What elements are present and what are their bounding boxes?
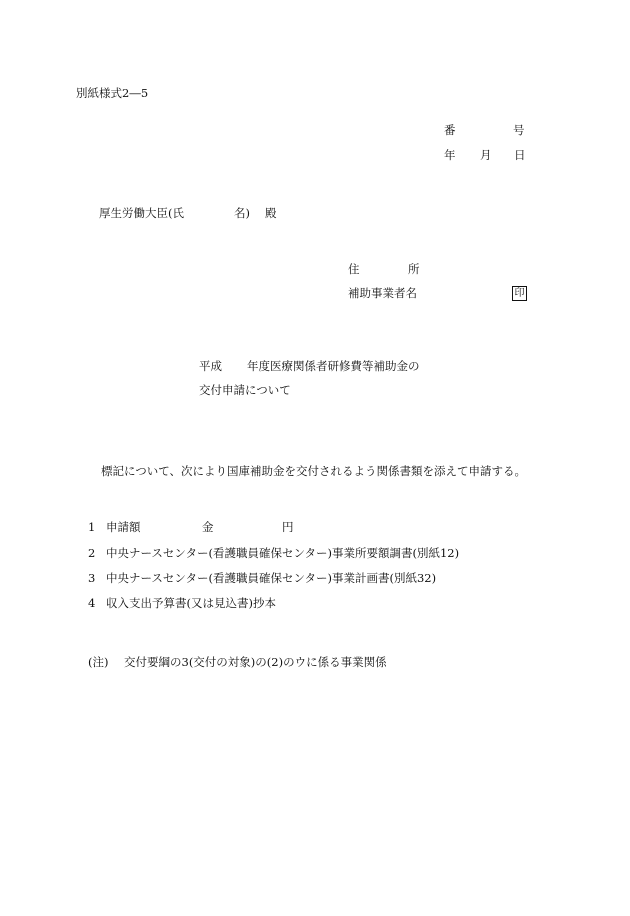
seal-mark: 印	[512, 286, 527, 301]
title-line-2: 交付申請について	[199, 383, 291, 397]
item-number: 4	[88, 596, 96, 610]
title-era: 平成	[199, 359, 222, 373]
note-text: 交付要綱の3(交付の対象)の(2)のウに係る事業関係	[124, 655, 387, 669]
note-label: (注)	[88, 655, 109, 669]
item-text: 収入支出予算書(又は見込書)抄本	[106, 596, 276, 610]
addressee-name-suffix: 名)	[234, 206, 250, 220]
item-number: 3	[88, 571, 96, 585]
date-label-day: 日	[514, 148, 526, 162]
number-label-ban: 番	[444, 123, 456, 137]
date-label-year: 年	[444, 148, 456, 162]
item-text: 申請額	[106, 520, 141, 534]
form-id: 別紙様式2―5	[76, 86, 149, 100]
amount-kin: 金	[202, 520, 214, 534]
amount-yen: 円	[282, 520, 294, 534]
number-label-go: 号	[513, 123, 525, 137]
item-number: 1	[88, 520, 96, 534]
body-text: 標記について、次により国庫補助金を交付されるよう関係書類を添えて申請する。	[101, 464, 527, 478]
addressee-prefix: 厚生労働大臣(氏	[99, 206, 184, 220]
address-label-1: 住	[348, 262, 360, 276]
address-label-2: 所	[408, 262, 420, 276]
item-text: 中央ナースセンター(看護職員確保センター)事業所要額調書(別紙12)	[106, 546, 460, 560]
title-line-1: 年度医療関係者研修費等補助金の	[247, 359, 420, 373]
date-label-month: 月	[480, 148, 492, 162]
addressee-honorific: 殿	[265, 206, 277, 220]
item-number: 2	[88, 546, 96, 560]
item-text: 中央ナースセンター(看護職員確保センター)事業計画書(別紙32)	[106, 571, 437, 585]
applicant-name-label: 補助事業者名	[348, 286, 417, 300]
